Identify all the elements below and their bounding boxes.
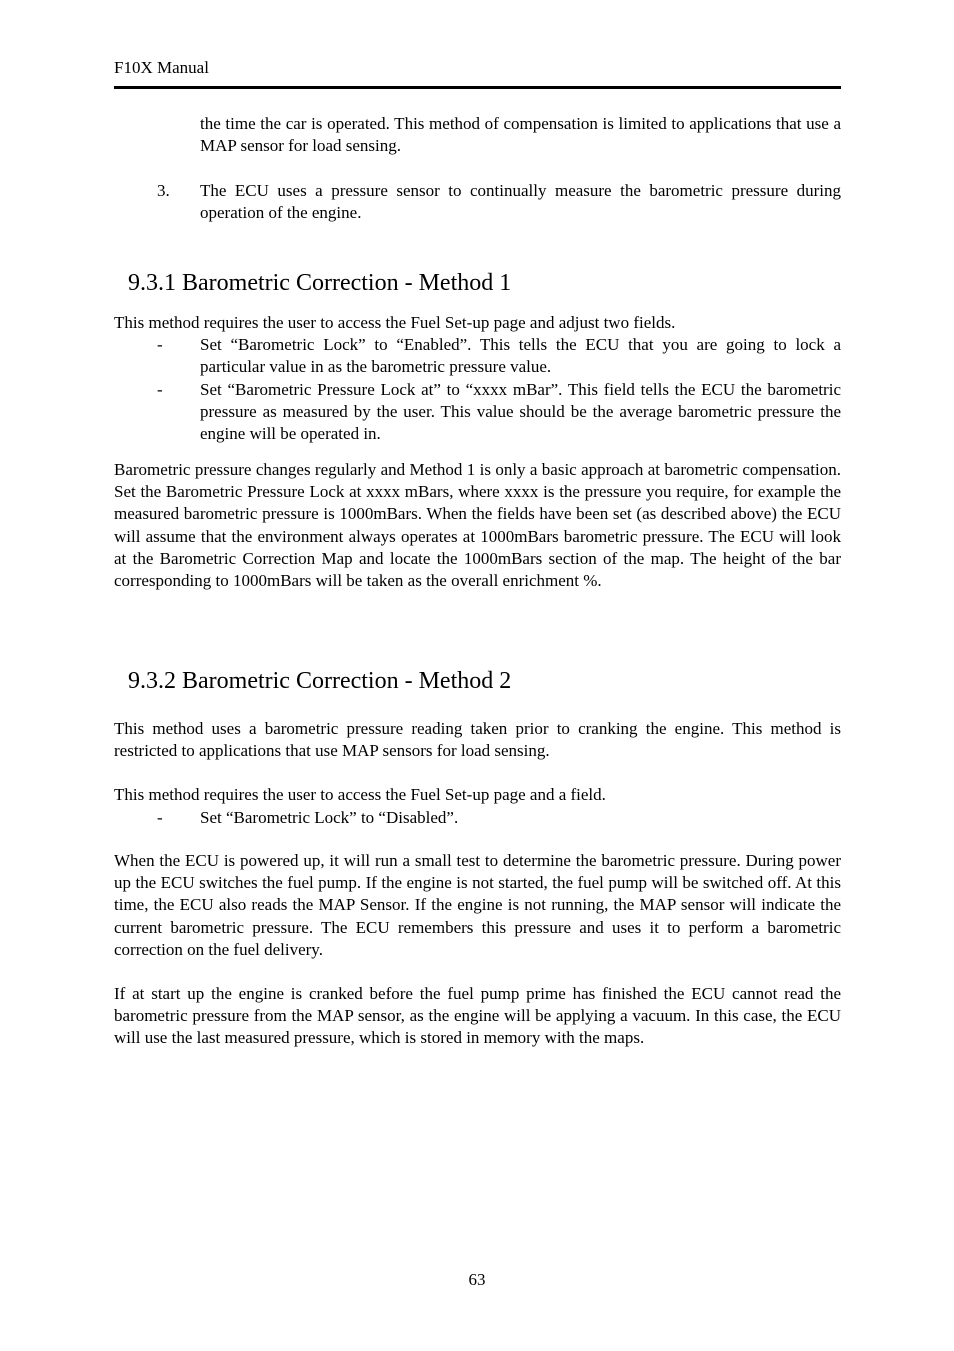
bullet-item: Set “Barometric Pressure Lock at” to “xxxx mBar”. This field tells the ECU the barometric pressure as measured by the user. This value should be the average barometric pressure the engine will be operated in. — [200, 380, 841, 444]
continuation-paragraph: the time the car is operated. This method of compensation is limited to applications that use a MAP sensor for load sensing. — [200, 114, 841, 156]
header-rule — [114, 86, 841, 89]
list-item-number: 3. — [157, 181, 170, 200]
method-2-cranking-paragraph: If at start up the engine is cranked before the fuel pump prime has finished the ECU cannot read the barometric pressure from the MAP sensor, as the engine will be applying a vacuum. In this case, the ECU will use the last measured pressure, which is stored in memory with the maps. — [114, 984, 841, 1048]
bullet-marker: - — [157, 808, 163, 827]
method-1-lead: This method requires the user to access the Fuel Set-up page and adjust two fields. — [114, 313, 676, 332]
method-1-body: Barometric pressure changes regularly and Method 1 is only a basic approach at barometric compensation. Set the Barometric Pressure Lock at xxxx mBars, where xxxx is the pressure you require, for example the measured barometric pressure is 1000mBars. When the fields have been set (as described above) the ECU will assume that the environment always operates at 1000mBars barometric pressure. The ECU will look at the Barometric Correction Map and locate the 1000mBars section of the map. The height of the bar corresponding to 1000mBars will be taken as the overall enrichment %. — [114, 460, 841, 591]
method-2-power-up-paragraph: When the ECU is powered up, it will run a small test to determine the barometric pressure. During power up the ECU switches the fuel pump. If the engine is not started, the fuel pump will be switched off. At this time, the ECU also reads the MAP Sensor. If the engine is not running, the MAP sensor will indicate the current barometric pressure. The ECU remembers this pressure and uses it to perform a barometric correction on the fuel delivery. — [114, 851, 841, 959]
method-2-lead: This method requires the user to access the Fuel Set-up page and a field. — [114, 785, 606, 804]
method-2-intro: This method uses a barometric pressure reading taken prior to cranking the engine. This method is restricted to applications that use MAP sensors for load sensing. — [114, 719, 841, 761]
running-header: F10X Manual — [114, 58, 209, 77]
bullet-item: Set “Barometric Lock” to “Disabled”. — [200, 808, 459, 827]
section-heading-method-2: 9.3.2 Barometric Correction - Method 2 — [128, 668, 512, 694]
page-number: 63 — [468, 1270, 486, 1289]
bullet-marker: - — [157, 380, 163, 399]
list-item-text: The ECU uses a pressure sensor to continually measure the barometric pressure during operation of the engine. — [200, 181, 841, 223]
section-heading-method-1: 9.3.1 Barometric Correction - Method 1 — [128, 270, 512, 296]
bullet-marker: - — [157, 335, 163, 354]
bullet-item: Set “Barometric Lock” to “Enabled”. This tells the ECU that you are going to lock a particular value in as the barometric pressure value. — [200, 335, 841, 377]
